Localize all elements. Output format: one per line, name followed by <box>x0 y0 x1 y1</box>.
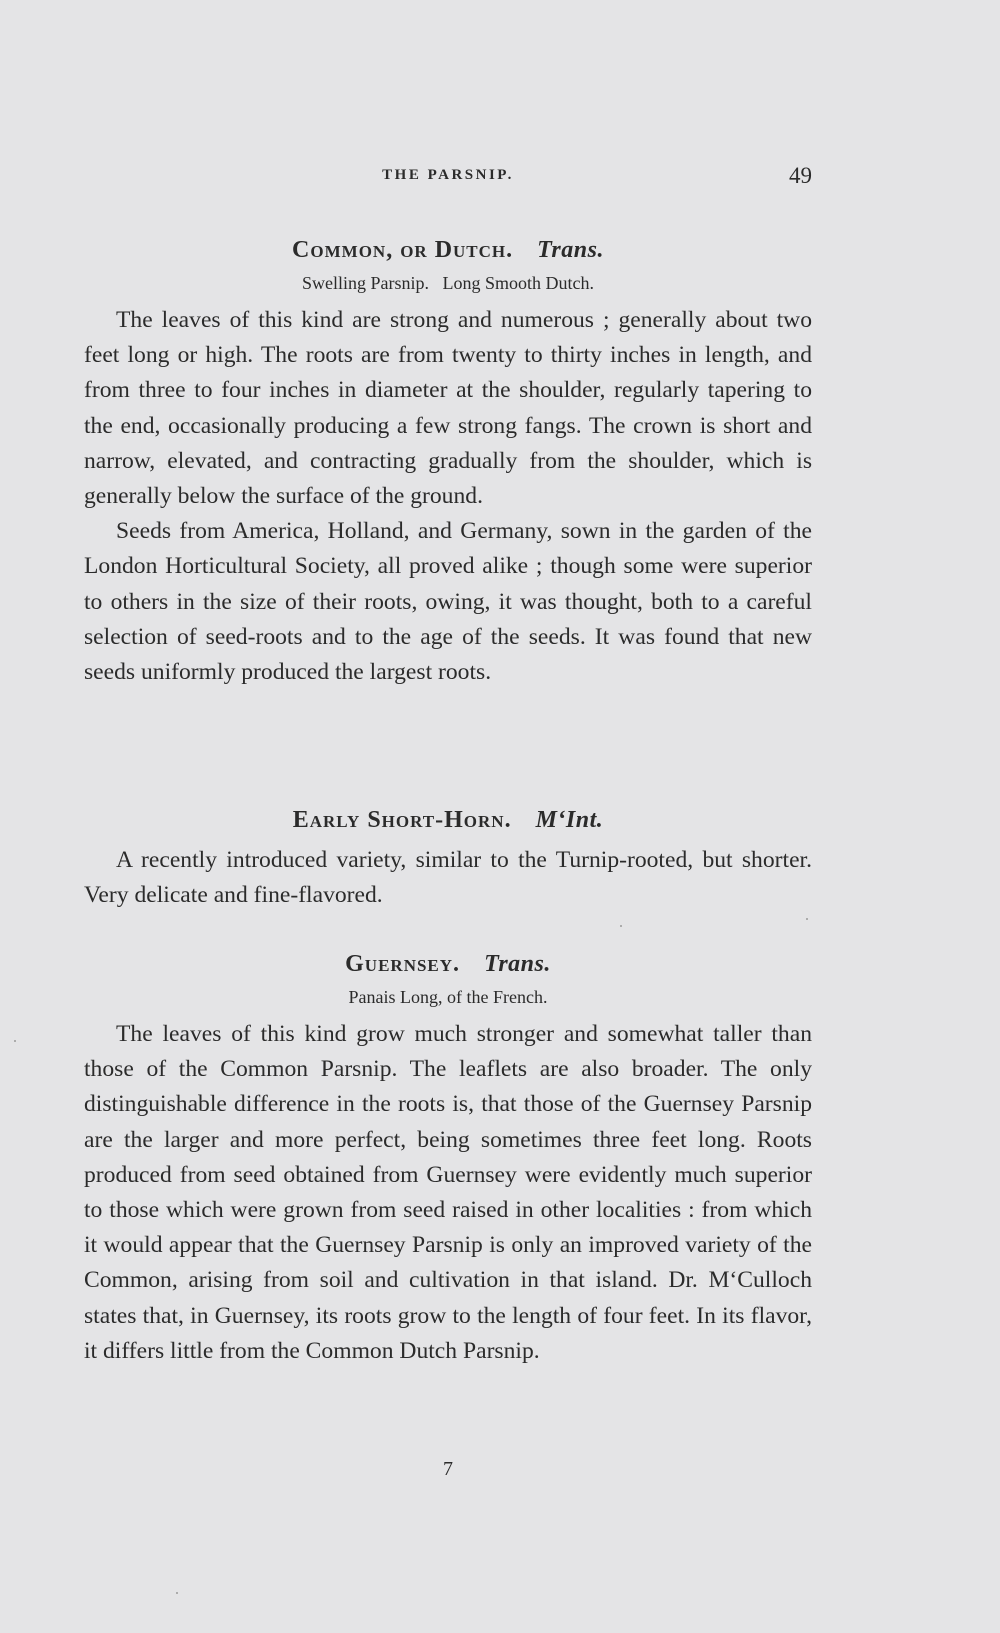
scan-speck <box>620 925 622 927</box>
variety-name: Common, or Dutch. <box>292 237 514 263</box>
section-heading <box>84 947 812 981</box>
body-paragraph: The leaves of this kind are strong and numerous ; generally about two feet long or high. The roots are from twenty to thirty inches in length, and from three to four inches in diameter at the shoulder, regularly tapering to the end, occasionally producing a few strong fangs. The crown is short and narrow, elevated, and contracting gradually from the shoulder, which is generally below the surface of the ground. <box>84 307 812 510</box>
variety-name: Early Short-Horn. <box>292 807 512 833</box>
section-common-dutch <box>84 233 812 690</box>
section-guernsey <box>84 947 812 1369</box>
body-paragraph: Seeds from America, Holland, and Germany, sown in the garden of the London Horticultural Society, all proved alike ; though some were superior to others in the size of their roots, owing, it was thought, both to a careful selection of seed-roots and to the age of the seeds. It was found that new seeds uniformly produced the largest roots. <box>84 518 812 686</box>
variety-name: Guernsey. <box>345 951 461 977</box>
scan-speck <box>806 918 808 920</box>
section-early-short-horn <box>84 803 812 913</box>
variety-synonyms: Panais Long, of the French. <box>348 987 548 1007</box>
section-heading <box>84 233 812 267</box>
variety-authority: Trans. <box>537 237 604 263</box>
signature-mark: 7 <box>443 1458 453 1480</box>
running-title: THE PARSNIP. <box>382 167 514 183</box>
variety-authority: M‘Int. <box>535 807 604 833</box>
page-number: 49 <box>789 163 812 188</box>
section-heading <box>84 803 812 837</box>
scan-speck <box>176 1592 178 1594</box>
scan-speck <box>14 1040 16 1042</box>
variety-authority: Trans. <box>484 951 551 977</box>
body-paragraph: A recently introduced variety, similar to the Turnip-rooted, but shorter. Very delicate and fine-flavored. <box>84 847 812 909</box>
body-paragraph: The leaves of this kind grow much stronger and somewhat taller than those of the Common Parsnip. The leaflets are also broader. The only distinguishable difference in the roots is, that those of the Guernsey Parsnip are the larger and more perfect, being sometimes three feet long. Roots produced from seed obtained from Guernsey were evidently much superior to those which were grown from seed raised in other localities : from which it would appear that the Guernsey Parsnip is only an improved variety of the Common, arising from soil and cultivation in that island. Dr. M‘Culloch states that, in Guernsey, its roots grow to the length of four feet. In its flavor, it differs little from the Common Dutch Parsnip. <box>84 1021 812 1364</box>
variety-synonyms: Swelling Parsnip. Long Smooth Dutch. <box>302 273 594 293</box>
running-head <box>84 163 812 193</box>
